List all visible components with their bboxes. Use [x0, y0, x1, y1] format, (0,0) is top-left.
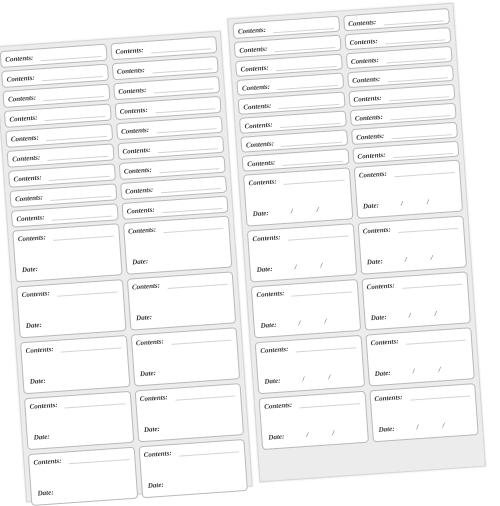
contents-text: Contents: — [21, 289, 50, 300]
date-slash: / — [442, 421, 445, 430]
contents-line — [402, 284, 462, 289]
contents-line — [49, 176, 109, 181]
date-text: Date: — [264, 376, 281, 386]
date-slash: / — [328, 373, 331, 382]
contents-line — [295, 347, 355, 352]
contents-line — [386, 58, 446, 63]
date-slash: / — [412, 367, 415, 376]
contents-text: Contents: — [244, 120, 273, 131]
date-slash: / — [306, 430, 309, 439]
right-large-label — [361, 271, 471, 330]
contents-line — [389, 96, 449, 101]
contents-text: Contents: — [243, 101, 272, 112]
date-slash: / — [404, 255, 408, 264]
contents-line — [45, 116, 105, 121]
contents-text: Contents: — [29, 400, 58, 411]
contents-text: Contents: — [354, 112, 384, 123]
contents-line — [280, 123, 340, 128]
contents-line — [47, 156, 107, 161]
contents-text: Contents: — [5, 53, 34, 64]
contents-text: Contents: — [358, 169, 388, 180]
right-large-label — [243, 167, 353, 226]
date-text: Date: — [370, 313, 388, 323]
contents-line — [385, 39, 445, 44]
contents-line — [42, 76, 102, 81]
contents-text: Contents: — [370, 337, 399, 348]
date-text: Date: — [139, 369, 157, 379]
contents-text: Contents: — [139, 393, 169, 404]
contents-line — [151, 48, 211, 53]
contents-text: Contents: — [126, 205, 155, 216]
contents-text: Contents: — [374, 393, 403, 404]
date-text: Date: — [252, 209, 269, 219]
contents-text: Contents: — [11, 153, 41, 164]
contents-line — [53, 236, 113, 241]
contents-line — [394, 172, 454, 177]
contents-line — [398, 228, 458, 233]
date-slash: / — [316, 205, 319, 214]
contents-line — [406, 340, 466, 345]
contents-text: Contents: — [252, 233, 281, 244]
contents-text: Contents: — [131, 281, 161, 292]
date-slash: / — [438, 365, 441, 374]
contents-text: Contents: — [366, 281, 395, 292]
date-slash: / — [426, 197, 430, 206]
contents-line — [61, 347, 121, 352]
contents-line — [65, 403, 125, 408]
contents-text: Contents: — [239, 44, 268, 55]
contents-line — [46, 136, 106, 141]
contents-line — [281, 142, 341, 147]
contents-text: Contents: — [135, 337, 165, 348]
date-slash: / — [290, 207, 293, 216]
date-slash: / — [416, 423, 419, 432]
contents-line — [179, 451, 239, 456]
date-text: Date: — [374, 368, 391, 379]
date-text: Date: — [33, 432, 50, 442]
contents-line — [163, 228, 223, 233]
contents-text: Contents: — [118, 85, 147, 96]
date-text: Date: — [21, 264, 39, 275]
left-large-label — [20, 335, 130, 394]
left-large-label — [24, 391, 134, 450]
date-text: Date: — [131, 257, 149, 267]
contents-line — [276, 66, 336, 71]
date-text: Date: — [29, 376, 47, 386]
contents-text: Contents: — [123, 165, 153, 176]
contents-line — [277, 85, 337, 90]
left-large-label — [28, 447, 138, 506]
contents-text: Contents: — [349, 37, 378, 47]
contents-line — [175, 396, 235, 401]
contents-line — [273, 28, 333, 33]
date-text: Date: — [260, 320, 277, 330]
contents-text: Contents: — [347, 18, 377, 29]
date-slash: / — [434, 309, 437, 318]
contents-text: Contents: — [247, 158, 276, 169]
contents-text: Contents: — [263, 400, 293, 411]
contents-text: Contents: — [119, 105, 148, 116]
contents-line — [158, 148, 218, 153]
date-text: Date: — [25, 320, 43, 330]
contents-text: Contents: — [260, 345, 289, 355]
contents-text: Contents: — [245, 139, 275, 150]
right-large-label — [251, 279, 361, 338]
contents-text: Contents: — [120, 125, 150, 136]
contents-text: Contents: — [115, 46, 144, 57]
contents-line — [69, 459, 129, 464]
date-text: Date: — [362, 201, 380, 211]
contents-text: Contents: — [116, 66, 146, 76]
contents-line — [152, 68, 212, 73]
contents-text: Contents: — [122, 145, 151, 156]
contents-text: Contents: — [127, 225, 157, 236]
contents-text: Contents: — [350, 56, 380, 66]
date-slash: / — [408, 311, 411, 320]
contents-line — [40, 56, 100, 61]
contents-text: Contents: — [256, 289, 285, 300]
contents-line — [299, 403, 359, 408]
contents-text: Contents: — [17, 233, 47, 244]
contents-line — [155, 108, 215, 113]
contents-text: Contents: — [125, 185, 154, 196]
right-large-label — [255, 335, 365, 394]
right-large-label — [353, 160, 463, 219]
right-large-label — [357, 215, 467, 274]
left-large-label — [12, 223, 122, 282]
date-text: Date: — [268, 432, 285, 442]
contents-text: Contents: — [241, 82, 271, 93]
contents-line — [160, 188, 220, 193]
date-slash: / — [294, 263, 297, 272]
right-large-label — [247, 223, 357, 282]
contents-line — [159, 168, 219, 173]
date-slash: / — [320, 261, 323, 270]
contents-line — [156, 128, 216, 133]
contents-line — [282, 161, 342, 166]
date-slash: / — [430, 253, 433, 262]
left-large-label — [126, 271, 236, 330]
date-slash: / — [324, 317, 327, 326]
date-slash: / — [298, 319, 301, 328]
contents-text: Contents: — [237, 25, 267, 36]
contents-line — [278, 104, 338, 109]
right-large-label — [369, 383, 479, 442]
left-label-sheet — [0, 31, 253, 503]
date-text: Date: — [256, 264, 273, 275]
contents-line — [410, 395, 470, 400]
contents-text: Contents: — [13, 173, 42, 184]
date-text: Date: — [147, 480, 165, 490]
contents-line — [171, 340, 231, 345]
contents-line — [43, 96, 103, 101]
contents-line — [153, 88, 213, 93]
contents-line — [292, 291, 352, 296]
left-large-label — [122, 216, 232, 275]
contents-text: Contents: — [6, 73, 35, 84]
left-large-label — [16, 279, 126, 338]
contents-text: Contents: — [10, 133, 40, 144]
contents-text: Contents: — [33, 456, 62, 467]
date-text: Date: — [135, 313, 153, 323]
contents-text: Contents: — [357, 150, 386, 161]
date-text: Date: — [143, 424, 161, 434]
right-large-label — [365, 327, 475, 386]
contents-line — [393, 153, 453, 158]
contents-text: Contents: — [143, 449, 172, 460]
right-large-label — [259, 391, 369, 450]
date-slash: / — [302, 374, 305, 384]
contents-line — [57, 291, 117, 296]
contents-text: Contents: — [25, 345, 54, 356]
contents-line — [390, 115, 450, 120]
contents-text: Contents: — [240, 63, 269, 74]
contents-text: Contents: — [14, 193, 44, 204]
contents-text: Contents: — [7, 93, 37, 104]
contents-line — [274, 47, 334, 52]
contents-line — [167, 284, 227, 289]
left-large-label — [138, 439, 248, 498]
contents-line — [288, 236, 348, 241]
contents-line — [387, 77, 447, 82]
contents-text: Contents: — [353, 93, 382, 104]
contents-line — [391, 134, 451, 139]
date-text: Date: — [366, 257, 384, 267]
contents-line — [50, 196, 110, 201]
contents-text: Contents: — [9, 113, 38, 124]
date-slash: / — [400, 199, 404, 208]
contents-text: Contents: — [351, 74, 381, 85]
left-large-label — [130, 327, 240, 386]
contents-text: Contents: — [16, 213, 45, 224]
contents-line — [284, 180, 344, 185]
left-large-label — [134, 383, 244, 442]
right-label-sheet — [227, 3, 486, 483]
contents-text: Contents: — [248, 177, 277, 188]
date-slash: / — [331, 429, 335, 438]
contents-line — [383, 20, 443, 25]
contents-text: Contents: — [362, 225, 391, 236]
contents-text: Contents: — [355, 131, 385, 142]
date-text: Date: — [37, 488, 54, 498]
date-text: Date: — [378, 424, 395, 434]
contents-line — [52, 216, 112, 221]
contents-line — [162, 208, 222, 213]
